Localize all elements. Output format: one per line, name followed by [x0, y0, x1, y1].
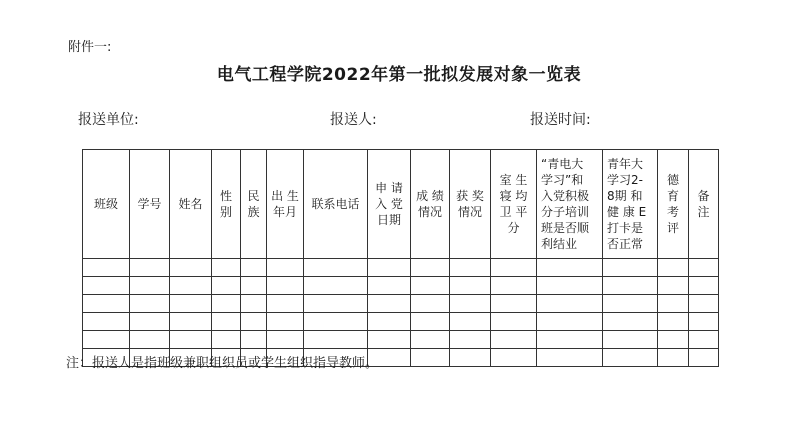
submitting-unit-label: 报送单位:	[78, 112, 139, 128]
table-cell[interactable]	[411, 331, 450, 349]
table-cell[interactable]	[83, 313, 130, 331]
header-gender: 性 别	[212, 150, 241, 259]
table-cell[interactable]	[450, 295, 491, 313]
submission-time-label: 报送时间:	[530, 112, 591, 128]
table-cell[interactable]	[368, 331, 411, 349]
table-cell[interactable]	[304, 331, 368, 349]
table-cell[interactable]	[83, 259, 130, 277]
table-cell[interactable]	[241, 313, 267, 331]
table-cell[interactable]	[304, 313, 368, 331]
header-moral-eval: 德 育 考 评	[658, 150, 689, 259]
table-cell[interactable]	[537, 313, 603, 331]
table-cell[interactable]	[368, 277, 411, 295]
table-cell[interactable]	[603, 349, 658, 367]
table-cell[interactable]	[212, 277, 241, 295]
table-cell[interactable]	[212, 331, 241, 349]
table-cell[interactable]	[537, 349, 603, 367]
table-row	[83, 259, 719, 277]
table-cell[interactable]	[130, 277, 170, 295]
table-cell[interactable]	[658, 295, 689, 313]
table-cell[interactable]	[170, 259, 212, 277]
table-cell[interactable]	[491, 295, 537, 313]
table-cell[interactable]	[368, 313, 411, 331]
header-awards: 获 奖 情况	[450, 150, 491, 259]
table-cell[interactable]	[130, 331, 170, 349]
table-cell[interactable]	[241, 295, 267, 313]
table-cell[interactable]	[689, 259, 719, 277]
header-row	[83, 150, 719, 259]
table-cell[interactable]	[83, 331, 130, 349]
table-cell[interactable]	[658, 331, 689, 349]
table-cell[interactable]	[267, 331, 304, 349]
table-cell[interactable]	[689, 277, 719, 295]
table-cell[interactable]	[491, 259, 537, 277]
table-cell[interactable]	[450, 259, 491, 277]
candidate-table	[82, 149, 719, 367]
table-cell[interactable]	[603, 313, 658, 331]
table-cell[interactable]	[603, 259, 658, 277]
table-cell[interactable]	[241, 331, 267, 349]
table-cell[interactable]	[658, 259, 689, 277]
table-cell[interactable]	[170, 295, 212, 313]
table-row	[83, 277, 719, 295]
table-cell[interactable]	[267, 295, 304, 313]
table-cell[interactable]	[130, 313, 170, 331]
table-cell[interactable]	[689, 295, 719, 313]
table-cell[interactable]	[450, 349, 491, 367]
header-dorm-score: 室 生 寝 均 卫 平 分	[491, 150, 537, 259]
table-cell[interactable]	[304, 277, 368, 295]
table-cell[interactable]	[304, 259, 368, 277]
header-training: “青电大 学习”和 入党积极 分子培训 班是否顺 利结业	[537, 150, 603, 259]
table-row	[83, 331, 719, 349]
table-cell[interactable]	[170, 277, 212, 295]
table-cell[interactable]	[603, 295, 658, 313]
table-cell[interactable]	[411, 313, 450, 331]
table-row	[83, 295, 719, 313]
table-cell[interactable]	[411, 259, 450, 277]
table-cell[interactable]	[411, 349, 450, 367]
submitter-label: 报送人:	[330, 112, 377, 128]
table-cell[interactable]	[368, 259, 411, 277]
table-cell[interactable]	[689, 331, 719, 349]
table-cell[interactable]	[267, 313, 304, 331]
table-cell[interactable]	[267, 259, 304, 277]
header-phone: 联系电话	[304, 150, 368, 259]
table-cell[interactable]	[130, 295, 170, 313]
header-student-id: 学号	[130, 150, 170, 259]
table-cell[interactable]	[491, 331, 537, 349]
table-cell[interactable]	[170, 313, 212, 331]
header-youth-study: 青年大 学习2- 8期 和 健 康 E 打卡是 否正常	[603, 150, 658, 259]
header-grades: 成 绩 情况	[411, 150, 450, 259]
table-cell[interactable]	[658, 349, 689, 367]
page-title: 电气工程学院2022年第一批拟发展对象一览表	[216, 65, 582, 85]
table-cell[interactable]	[537, 295, 603, 313]
header-class: 班级	[83, 150, 130, 259]
header-ethnicity: 民 族	[241, 150, 267, 259]
table-cell[interactable]	[212, 313, 241, 331]
table-cell[interactable]	[241, 277, 267, 295]
header-remarks: 备 注	[689, 150, 719, 259]
table-cell[interactable]	[368, 295, 411, 313]
table-cell[interactable]	[689, 313, 719, 331]
table-cell[interactable]	[83, 277, 130, 295]
header-birth: 出 生 年月	[267, 150, 304, 259]
table-cell[interactable]	[658, 277, 689, 295]
table-cell[interactable]	[83, 295, 130, 313]
table-cell[interactable]	[491, 349, 537, 367]
table-cell[interactable]	[537, 259, 603, 277]
table-cell[interactable]	[537, 331, 603, 349]
table-cell[interactable]	[537, 277, 603, 295]
table-cell[interactable]	[212, 259, 241, 277]
table-cell[interactable]	[411, 295, 450, 313]
table-cell[interactable]	[450, 313, 491, 331]
footnote: 注：报送人是指班级兼职组织员或学生组织指导教师。	[66, 356, 379, 371]
header-name: 姓名	[170, 150, 212, 259]
table-cell[interactable]	[603, 277, 658, 295]
table-cell[interactable]	[267, 277, 304, 295]
table-cell[interactable]	[170, 331, 212, 349]
table-cell[interactable]	[130, 259, 170, 277]
table-cell[interactable]	[241, 259, 267, 277]
attachment-label: 附件一:	[68, 40, 112, 55]
table-cell[interactable]	[411, 277, 450, 295]
table-row	[83, 313, 719, 331]
table-cell[interactable]	[450, 277, 491, 295]
table-cell[interactable]	[491, 313, 537, 331]
table-cell[interactable]	[689, 349, 719, 367]
table-cell[interactable]	[658, 313, 689, 331]
table-cell[interactable]	[212, 295, 241, 313]
table-cell[interactable]	[450, 331, 491, 349]
table-cell[interactable]	[603, 331, 658, 349]
header-apply-date: 申 请 入 党 日期	[368, 150, 411, 259]
table-cell[interactable]	[304, 295, 368, 313]
table-cell[interactable]	[491, 277, 537, 295]
